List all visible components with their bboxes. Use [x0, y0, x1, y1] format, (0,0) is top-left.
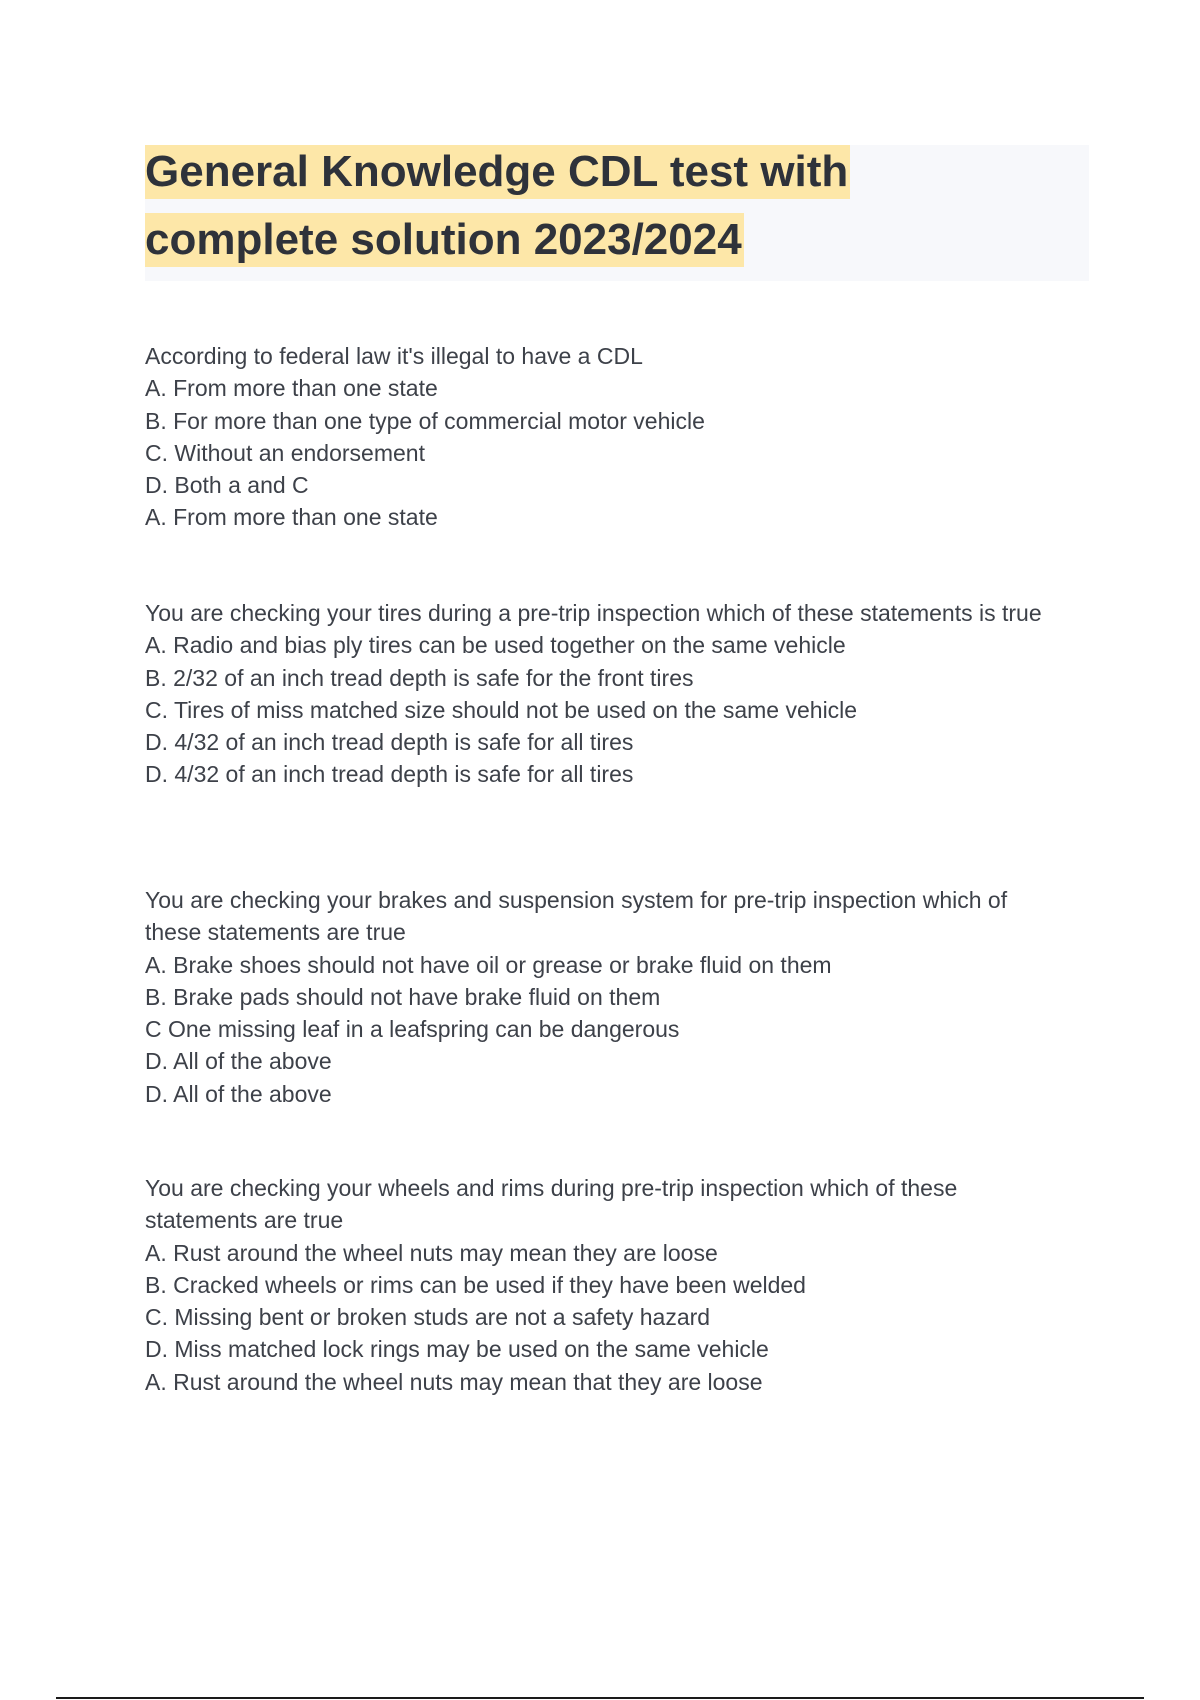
option-a: A. Rust around the wheel nuts may mean they are loose	[145, 1239, 718, 1266]
option-b: B. For more than one type of commercial motor vehicle	[145, 407, 705, 434]
answer: A. From more than one state	[145, 504, 438, 531]
question-line: You are checking your tires during a pre-trip inspection which of these statements is true	[145, 600, 1042, 626]
question-block-3	[145, 884, 1100, 1110]
option-d: D. All of the above	[145, 1048, 332, 1075]
question-line: You are checking your brakes and suspension system for pre-trip inspection which of	[145, 887, 1008, 913]
question-line: statements are true	[145, 1207, 344, 1234]
option-c: C. Tires of miss matched size should not be used on the same vehicle	[145, 696, 858, 723]
option-c: C. Without an endorsement	[145, 439, 425, 466]
question-text	[145, 340, 1100, 372]
option-b: B. Cracked wheels or rims can be used if they have been welded	[145, 1271, 806, 1298]
question-text	[145, 597, 1100, 629]
question-block-2	[145, 597, 1100, 791]
question-text	[145, 884, 1100, 949]
option-a: A. Brake shoes should not have oil or grease or brake fluid on them	[145, 951, 832, 978]
option-b: B. 2/32 of an inch tread depth is safe for the front tires	[145, 664, 694, 691]
question-block-1	[145, 340, 1100, 534]
option-d: D. Miss matched lock rings may be used on the same vehicle	[145, 1336, 769, 1363]
option-b: B. Brake pads should not have brake fluid on them	[145, 983, 661, 1010]
option-c: C One missing leaf in a leafspring can be dangerous	[145, 1016, 680, 1043]
answer: D. 4/32 of an inch tread depth is safe for all tires	[145, 761, 634, 788]
option-c: C. Missing bent or broken studs are not a safety hazard	[145, 1304, 711, 1331]
question-block-4	[145, 1172, 1100, 1398]
option-a: A. Radio and bias ply tires can be used together on the same vehicle	[145, 632, 846, 659]
option-a: A. From more than one state	[145, 375, 438, 402]
answer: D. All of the above	[145, 1080, 332, 1107]
document-title-line-1: General Knowledge CDL test with	[145, 145, 850, 199]
question-line: You are checking your wheels and rims during pre-trip inspection which of these	[145, 1175, 958, 1201]
question-line: According to federal law it's illegal to have a CDL	[145, 343, 643, 369]
option-d: D. 4/32 of an inch tread depth is safe for all tires	[145, 729, 634, 756]
question-line: these statements are true	[145, 919, 406, 946]
answer: A. Rust around the wheel nuts may mean that they are loose	[145, 1368, 763, 1395]
page-bottom-divider	[56, 1697, 1144, 1699]
document-title-line-2: complete solution 2023/2024	[145, 213, 744, 267]
option-d: D. Both a and C	[145, 472, 309, 499]
question-text	[145, 1172, 1100, 1237]
